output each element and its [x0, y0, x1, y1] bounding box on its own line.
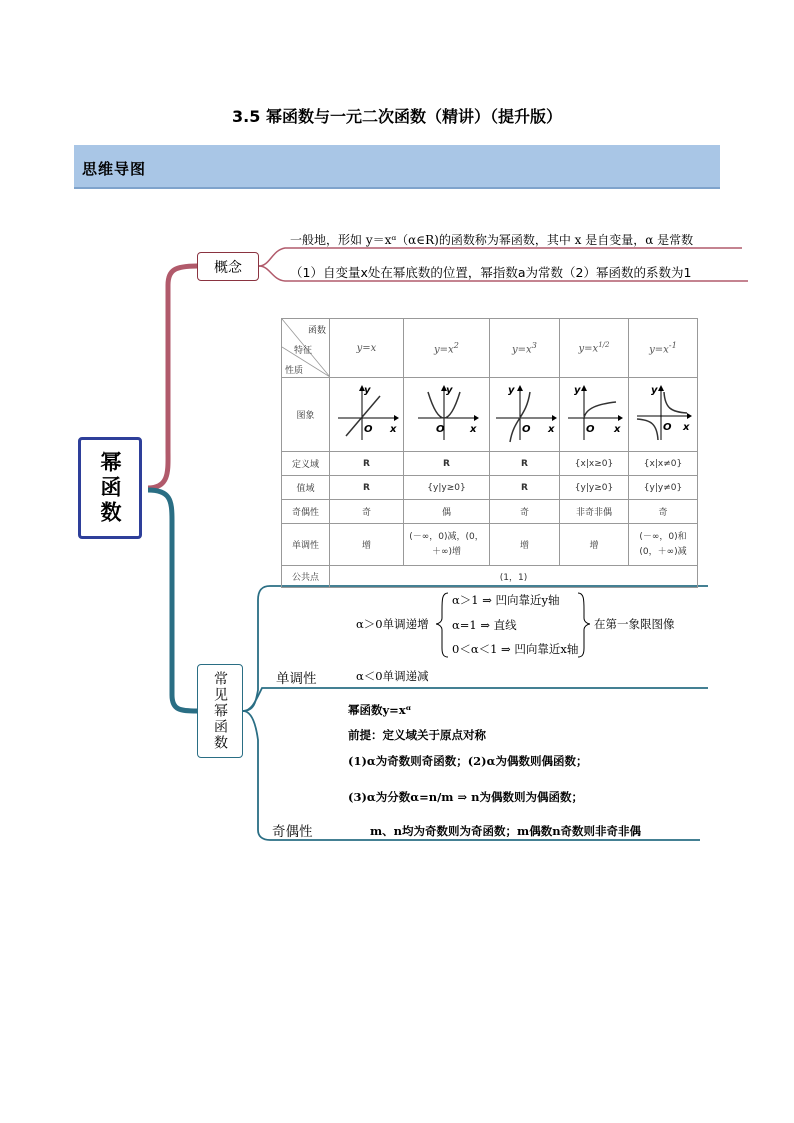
- monotonic-positive: α＞0单调递增: [356, 617, 429, 631]
- corner-feature: 特征: [294, 346, 313, 356]
- document-title: 3.5 幂函数与一元二次函数（精讲）（提升版）: [232, 107, 562, 126]
- root-node[interactable]: [78, 437, 142, 539]
- svg-text:y: y: [651, 385, 658, 396]
- svg-text:y: y: [507, 385, 515, 396]
- concept-definition: 一般地，形如 y＝xᵅ（α∈R)的函数称为幂函数，其中 x 是自变量，α 是常数: [290, 233, 694, 247]
- svg-text:O: O: [586, 424, 595, 435]
- graph-reciprocal-icon: [633, 382, 693, 444]
- table-cell: R: [404, 452, 490, 476]
- parity-line: 前提：定义域关于原点对称: [348, 728, 486, 742]
- table-cell: {x|x≥0}: [560, 452, 629, 476]
- graph-linear-icon: [334, 382, 400, 444]
- function-header: $y=x^{1/2}$: [560, 319, 629, 378]
- row-label: 图象: [282, 378, 330, 452]
- section-banner-label: 思维导图: [82, 160, 147, 178]
- table-header-corner: [282, 319, 330, 378]
- row-label: 公共点: [282, 566, 330, 588]
- concept-label: 概念: [214, 259, 242, 276]
- svg-text:O: O: [521, 424, 531, 435]
- svg-text:x: x: [389, 424, 396, 435]
- svg-text:y: y: [574, 385, 581, 396]
- svg-text:x: x: [469, 424, 476, 435]
- table-cell: 非奇非偶: [560, 500, 629, 524]
- parity-line: (3)α为分数α=n/m ⇒ n为偶数则为偶函数；: [348, 790, 583, 804]
- common-functions-label: 常见幂函数: [212, 671, 228, 751]
- table-cell: 增: [490, 524, 560, 566]
- function-header: y=x: [330, 319, 404, 378]
- parity-label: 奇偶性: [272, 824, 313, 840]
- monotonic-case: α＞1 ⇒ 凹向靠近y轴: [452, 593, 560, 607]
- row-label: 奇偶性: [282, 500, 330, 524]
- cases-right-brace: [578, 593, 590, 657]
- row-label: 单调性: [282, 524, 330, 566]
- monotonic-case: 0＜α＜1 ⇒ 凹向靠近x轴: [452, 642, 579, 656]
- graph-sqrt-icon: [564, 382, 624, 444]
- graph-square-icon: [414, 382, 480, 444]
- table-cell: (－∞，0)和(0，＋∞)减: [629, 524, 698, 566]
- function-header: $y=x^{-1}$: [629, 319, 698, 378]
- row-label: 值域: [282, 476, 330, 500]
- svg-text:O: O: [663, 422, 672, 433]
- common-branch-line: [148, 490, 197, 711]
- svg-text:O: O: [435, 424, 445, 435]
- graph-cell-reciprocal: [629, 378, 698, 452]
- svg-text:y: y: [445, 385, 453, 396]
- table-cell-merged: (1，1): [330, 566, 698, 588]
- monotonic-label: 单调性: [276, 671, 317, 687]
- table-cell: (－∞，0)减，(0，＋∞)增: [404, 524, 490, 566]
- first-quadrant-note: 在第一象限图像: [594, 617, 675, 631]
- table-cell: {y|y≥0}: [404, 476, 490, 500]
- graph-cell-sqrt: [560, 378, 629, 452]
- svg-text:x: x: [614, 424, 621, 435]
- function-header: $y=x^2$: [404, 319, 490, 378]
- table-cell: R: [330, 476, 404, 500]
- svg-text:O: O: [363, 424, 373, 435]
- row-label: 定义域: [282, 452, 330, 476]
- parity-line: m、n均为奇数则为奇函数；m偶数n奇数则非奇非偶: [370, 824, 642, 838]
- cases-left-brace: [436, 593, 448, 657]
- graph-cell-linear: [330, 378, 404, 452]
- table-cell: 增: [560, 524, 629, 566]
- monotonic-underline: [243, 688, 708, 711]
- graph-cube-icon: [492, 382, 558, 444]
- common-functions-node[interactable]: [197, 664, 243, 758]
- table-cell: 奇: [330, 500, 404, 524]
- root-label: 幂函数: [98, 450, 122, 526]
- monotonic-case: α=1 ⇒ 直线: [452, 618, 517, 632]
- parity-line: 幂函数y=xᵅ: [348, 703, 412, 717]
- table-cell: {y|y≠0}: [629, 476, 698, 500]
- table-cell: 奇: [490, 500, 560, 524]
- table-cell: 增: [330, 524, 404, 566]
- concept-node[interactable]: [197, 252, 259, 281]
- monotonic-negative: α＜0单调递减: [356, 669, 429, 683]
- concept-note: （1）自变量x处在幂底数的位置，幂指数a为常数（2）幂函数的系数为1: [290, 265, 692, 280]
- graph-cell-cube: [490, 378, 560, 452]
- graph-cell-square: [404, 378, 490, 452]
- table-cell: {y|y≥0}: [560, 476, 629, 500]
- table-cell: R: [490, 476, 560, 500]
- table-cell: R: [330, 452, 404, 476]
- function-header: $y=x^3$: [490, 319, 560, 378]
- concept-branch-line: [148, 266, 197, 488]
- corner-function: 函数: [307, 326, 326, 336]
- table-cell: {x|x≠0}: [629, 452, 698, 476]
- parity-line: (1)α为奇数则奇函数；(2)α为偶数则偶函数；: [348, 754, 588, 768]
- power-function-table: [281, 318, 698, 588]
- table-cell: R: [490, 452, 560, 476]
- svg-text:y: y: [363, 385, 371, 396]
- table-cell: 偶: [404, 500, 490, 524]
- table-cell: 奇: [629, 500, 698, 524]
- svg-text:x: x: [683, 422, 690, 433]
- svg-text:x: x: [547, 424, 554, 435]
- corner-property: 性质: [285, 366, 304, 376]
